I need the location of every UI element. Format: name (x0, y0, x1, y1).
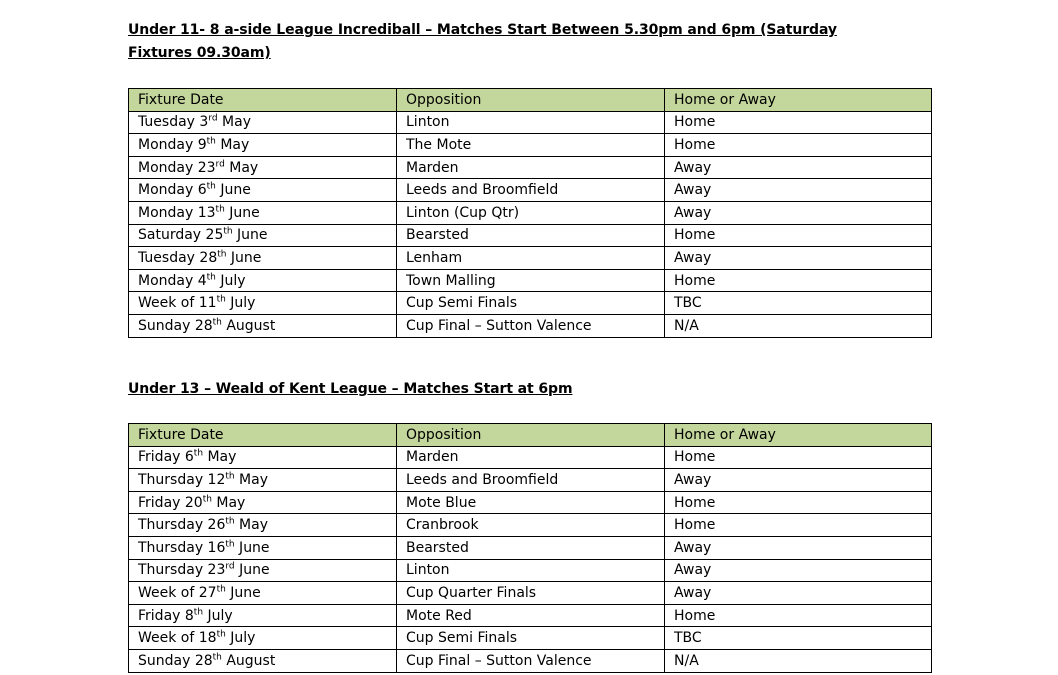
fixture-date-day: Monday 13 (138, 204, 216, 221)
fixture-date-day: Friday 20 (138, 494, 203, 511)
opposition-cell: Cup Semi Finals (397, 627, 665, 650)
table-row (129, 627, 932, 650)
fixture-date-ordinal: th (193, 606, 204, 617)
opposition-cell: Marden (397, 446, 665, 469)
fixture-date-ordinal: th (216, 294, 226, 305)
opposition-cell: Town Malling (397, 269, 665, 292)
fixture-date-month: May (215, 136, 250, 153)
fixture-date-day: Thursday 16 (138, 539, 226, 556)
header-opposition: Opposition (397, 89, 665, 112)
home-or-away-cell: N/A (665, 314, 932, 337)
table-row (129, 649, 932, 672)
fixture-date-month: May (234, 471, 269, 488)
fixture-rows (129, 111, 932, 337)
table-row (129, 247, 932, 270)
home-or-away-cell: Away (665, 536, 932, 559)
fixture-date-ordinal: th (212, 652, 222, 663)
table-row (129, 514, 932, 537)
header-home-or-away: Home or Away (665, 89, 932, 112)
fixture-date-month: June (215, 182, 251, 199)
fixture-date-ordinal: th (215, 204, 225, 215)
fixture-date-cell (129, 269, 397, 292)
table-header-row (129, 89, 932, 112)
fixture-date-ordinal: th (206, 271, 216, 282)
fixture-date-ordinal: rd (208, 113, 218, 124)
opposition-cell: Marden (397, 156, 665, 179)
fixture-date-day: Thursday 26 (138, 517, 226, 534)
home-or-away-cell: Home (665, 224, 932, 247)
fixture-date-ordinal: th (223, 226, 233, 237)
fixture-date-ordinal: rd (215, 158, 225, 169)
opposition-cell: Mote Red (397, 604, 665, 627)
fixture-date-cell (129, 469, 397, 492)
fixture-date-cell (129, 604, 397, 627)
fixture-date-ordinal: th (216, 584, 226, 595)
header-fixture-date: Fixture Date (129, 424, 397, 447)
fixture-date-cell (129, 446, 397, 469)
fixture-date-ordinal: th (225, 471, 235, 482)
home-or-away-cell: Home (665, 604, 932, 627)
fixture-date-day: Thursday 23 (138, 562, 226, 579)
fixture-date-cell (129, 559, 397, 582)
opposition-cell: Cranbrook (397, 514, 665, 537)
fixture-date-day: Week of 27 (138, 584, 217, 601)
fixture-date-month: July (203, 607, 233, 624)
table-row (129, 156, 932, 179)
opposition-cell: Cup Final – Sutton Valence (397, 649, 665, 672)
under-11-section-title: Under 11- 8 a-side League Incrediball – Matches Start Between 5.30pm and 6pm (Saturday Fixtures 09.30am) (128, 22, 837, 61)
fixture-date-month: August (221, 317, 276, 334)
under-11-fixtures-table (128, 88, 932, 338)
fixture-date-month: May (203, 449, 237, 466)
fixture-date-day: Tuesday 3 (138, 114, 209, 131)
table-row (129, 224, 932, 247)
home-or-away-cell: Away (665, 247, 932, 270)
opposition-cell: Bearsted (397, 536, 665, 559)
fixture-date-cell (129, 627, 397, 650)
fixture-date-ordinal: th (225, 539, 235, 550)
header-opposition: Opposition (397, 424, 665, 447)
fixture-date-ordinal: th (212, 317, 222, 328)
fixture-date-day: Monday 4 (138, 272, 207, 289)
home-or-away-cell: Away (665, 179, 932, 202)
home-or-away-cell: Home (665, 491, 932, 514)
fixture-date-month: August (221, 652, 276, 669)
fixture-date-ordinal: th (193, 448, 204, 459)
opposition-cell: Leeds and Broomfield (397, 469, 665, 492)
fixture-date-month: June (232, 227, 268, 244)
table-row (129, 292, 932, 315)
home-or-away-cell: Away (665, 156, 932, 179)
table-header-row (129, 424, 932, 447)
fixture-date-month: June (225, 584, 261, 601)
home-or-away-cell: TBC (665, 292, 932, 315)
fixture-date-cell (129, 582, 397, 605)
fixture-date-day: Monday 23 (138, 159, 216, 176)
table-row (129, 201, 932, 224)
fixture-date-cell (129, 179, 397, 202)
fixture-date-cell (129, 536, 397, 559)
fixture-date-month: July (225, 630, 256, 647)
home-or-away-cell: Home (665, 446, 932, 469)
fixture-date-cell (129, 514, 397, 537)
opposition-cell: The Mote (397, 134, 665, 157)
under-13-section-title: Under 13 – Weald of Kent League – Matches Start at 6pm (128, 381, 573, 397)
home-or-away-cell: Away (665, 582, 932, 605)
fixture-date-cell (129, 156, 397, 179)
fixture-date-day: Monday 9 (138, 136, 207, 153)
fixture-date-ordinal: th (206, 136, 216, 147)
fixture-date-cell (129, 292, 397, 315)
opposition-cell: Leeds and Broomfield (397, 179, 665, 202)
fixture-date-cell (129, 247, 397, 270)
fixture-date-cell (129, 111, 397, 134)
fixture-date-day: Sunday 28 (138, 317, 213, 334)
opposition-cell: Cup Quarter Finals (397, 582, 665, 605)
table-row (129, 469, 932, 492)
fixture-date-day: Friday 8 (138, 607, 194, 624)
fixture-date-month: July (215, 272, 246, 289)
fixture-date-month: May (224, 159, 259, 176)
fixture-date-day: Monday 6 (138, 182, 207, 199)
table-row (129, 536, 932, 559)
fixture-date-month: July (225, 295, 256, 312)
fixture-date-day: Week of 11 (138, 295, 217, 312)
table-row (129, 559, 932, 582)
fixture-date-month: May (234, 517, 269, 534)
fixture-date-day: Thursday 12 (138, 471, 226, 488)
fixture-date-cell (129, 134, 397, 157)
fixture-date-cell (129, 491, 397, 514)
fixture-date-ordinal: th (217, 249, 227, 260)
fixture-date-cell (129, 201, 397, 224)
table-row (129, 582, 932, 605)
opposition-cell: Linton (397, 111, 665, 134)
fixture-date-ordinal: th (206, 181, 216, 192)
under-13-fixtures-table (128, 423, 932, 673)
fixture-date-day: Sunday 28 (138, 652, 213, 669)
table-row (129, 491, 932, 514)
table-row (129, 134, 932, 157)
fixture-date-ordinal: rd (225, 561, 235, 572)
home-or-away-cell: Home (665, 269, 932, 292)
table-row (129, 314, 932, 337)
home-or-away-cell: Home (665, 514, 932, 537)
fixture-rows (129, 446, 932, 672)
table-row (129, 269, 932, 292)
header-home-or-away: Home or Away (665, 424, 932, 447)
fixture-date-cell (129, 224, 397, 247)
fixture-date-day: Week of 18 (138, 630, 217, 647)
fixture-date-ordinal: th (225, 516, 235, 527)
fixture-date-ordinal: th (202, 493, 212, 504)
table-row (129, 446, 932, 469)
home-or-away-cell: Home (665, 111, 932, 134)
opposition-cell: Bearsted (397, 224, 665, 247)
opposition-cell: Mote Blue (397, 491, 665, 514)
home-or-away-cell: Away (665, 559, 932, 582)
fixture-date-month: May (217, 114, 251, 131)
header-fixture-date: Fixture Date (129, 89, 397, 112)
opposition-cell: Cup Final – Sutton Valence (397, 314, 665, 337)
home-or-away-cell: Home (665, 134, 932, 157)
fixture-date-cell (129, 314, 397, 337)
fixture-date-month: June (226, 249, 262, 266)
fixture-date-month: May (211, 494, 246, 511)
home-or-away-cell: Away (665, 201, 932, 224)
opposition-cell: Linton (397, 559, 665, 582)
fixture-date-month: June (224, 204, 260, 221)
home-or-away-cell: N/A (665, 649, 932, 672)
fixture-date-cell (129, 649, 397, 672)
opposition-cell: Lenham (397, 247, 665, 270)
fixture-date-day: Friday 6 (138, 449, 194, 466)
fixture-date-day: Tuesday 28 (138, 249, 218, 266)
fixture-date-day: Saturday 25 (138, 227, 224, 244)
table-row (129, 111, 932, 134)
fixture-date-month: June (234, 539, 270, 556)
home-or-away-cell: Away (665, 469, 932, 492)
opposition-cell: Cup Semi Finals (397, 292, 665, 315)
fixture-date-month: June (234, 562, 270, 579)
opposition-cell: Linton (Cup Qtr) (397, 201, 665, 224)
home-or-away-cell: TBC (665, 627, 932, 650)
table-row (129, 179, 932, 202)
table-row (129, 604, 932, 627)
fixture-date-ordinal: th (216, 629, 226, 640)
